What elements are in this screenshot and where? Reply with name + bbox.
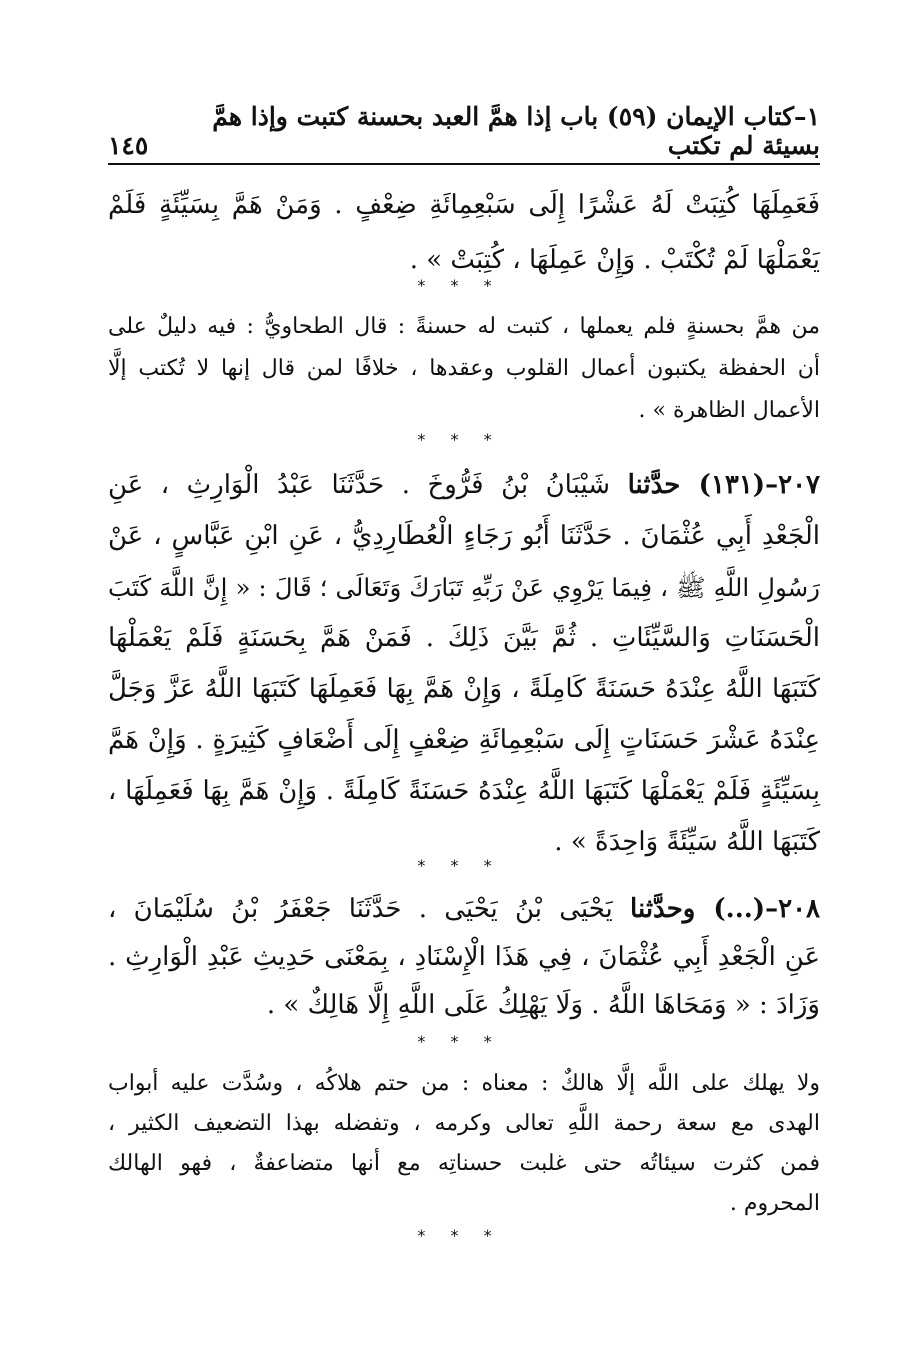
text-line: كَتَبَهَا اللَّهُ عِنْدَهُ حَسَنَةً كَامِلَةً ، وَإِنْ هَمَّ بِهَا فَعَمِلَهَا كَتَبَهَا اللَّهُ عَزَّ وَجَلَّ — [108, 674, 820, 704]
commentary-1 — [108, 306, 820, 432]
section-separator: * * * — [417, 856, 502, 875]
text-line: فَعَمِلَهَا كُتِبَتْ لَهُ عَشْرًا إِلَى سَبْعِمِائَةِ ضِعْفٍ . وَمَنْ هَمَّ بِسَيِّئَةٍ فَلَمْ — [108, 190, 820, 220]
text-line: رَسُولِ اللَّهِ ﷺ ، فِيمَا يَرْوِي عَنْ رَبِّهِ تَبَارَكَ وَتَعَالَى ؛ قَالَ : « إِنَّ اللَّهَ كَتَبَ — [108, 573, 820, 602]
section-separator: * * * — [417, 1032, 502, 1051]
text-line: من همَّ بحسنةٍ فلم يعملها ، كتبت له حسنةً : قال الطحاويُّ : فيه دليلٌ على — [108, 314, 820, 339]
text-line: عِنْدَهُ عَشْرَ حَسَنَاتٍ إِلَى سَبْعِمِائَةِ ضِعْفٍ إِلَى أَضْعَافٍ كَثِيرَةٍ . وَإِنْ هَمَّ — [108, 725, 820, 755]
running-header — [108, 102, 820, 160]
text-line: يَحْيَى بْنُ يَحْيَى . حَدَّثَنَا جَعْفَرُ بْنُ سُلَيْمَانَ ، — [108, 894, 613, 924]
hadith-207 — [108, 460, 820, 868]
section-separator: * * * — [417, 1226, 502, 1245]
hadith-number: ٢٠٨–(...) وحدَّثنا — [630, 894, 821, 924]
header-title: ١–كتاب الإيمان (٥٩) باب إذا همَّ العبد بحسنة كتبت وإذا همَّ بسيئة لم تكتب — [212, 102, 820, 160]
text-line: الأعمال الظاهرة » . — [638, 398, 820, 423]
section-separator: * * * — [417, 430, 502, 449]
hadith-208 — [108, 885, 820, 1029]
text-line: الهدى مع سعة رحمة اللَّهِ تعالى وكرمه ، وتفضله بهذا التضعيف الكثير ، — [108, 1111, 820, 1136]
text-line: بِسَيِّئَةٍ فَلَمْ يَعْمَلْهَا كَتَبَهَا اللَّهُ عِنْدَهُ حَسَنَةً كَامِلَةً . وَإِنْ هَمَّ بِهَا فَعَمِلَهَا ، — [108, 776, 820, 806]
commentary-2 — [108, 1064, 820, 1224]
text-line: المحروم . — [729, 1191, 820, 1216]
text-line: الْحَسَنَاتِ وَالسَّيِّئَاتِ . ثُمَّ بَيَّنَ ذَلِكَ . فَمَنْ هَمَّ بِحَسَنَةٍ فَلَمْ يَعْمَلْهَا — [108, 623, 820, 653]
hadith-number: ٢٠٧–(١٣١) حدَّثنا — [627, 470, 821, 500]
header-rule — [108, 163, 820, 165]
page-number: ١٤٥ — [108, 131, 149, 160]
text-line: شَيْبَانُ بْنُ فَرُّوخَ . حَدَّثَنَا عَبْدُ الْوَارِثِ ، عَنِ — [108, 470, 611, 500]
text-line: ولا يهلك على اللَّه إلَّا هالكٌ : معناه : من حتم هلاكُه ، وسُدَّت عليه أبواب — [108, 1071, 820, 1096]
text-line: أن الحفظة يكتبون أعمال القلوب وعقدها ، خلافًا لمن قال إنها لا تُكتب إلَّا — [108, 356, 820, 381]
text-line: وَزَادَ : « وَمَحَاهَا اللَّهُ . وَلَا يَهْلِكُ عَلَى اللَّهِ إِلَّا هَالِكٌ » . — [266, 990, 820, 1020]
text-line: الْجَعْدِ أَبِي عُثْمَانَ . حَدَّثَنَا أَبُو رَجَاءٍ الْعُطَارِدِيُّ ، عَنِ ابْنِ عَبَّاسٍ ، عَنْ — [108, 521, 820, 551]
hadith-continuation — [108, 178, 820, 288]
text-line: يَعْمَلْهَا لَمْ تُكْتَبْ . وَإِنْ عَمِلَهَا ، كُتِبَتْ » . — [409, 245, 820, 275]
text-line: كَتَبَهَا اللَّهُ سَيِّئَةً وَاحِدَةً » . — [554, 827, 820, 857]
section-separator: * * * — [417, 276, 502, 295]
text-line: فمن كثرت سيئاتُه حتى غلبت حسناتِه مع أنها متضاعفةٌ ، فهو الهالك — [108, 1151, 820, 1176]
text-line: عَنِ الْجَعْدِ أَبِي عُثْمَانَ ، فِي هَذَا الْإِسْنَادِ ، بِمَعْنَى حَدِيثِ عَبْدِ الْوَارِثِ . — [108, 942, 820, 972]
